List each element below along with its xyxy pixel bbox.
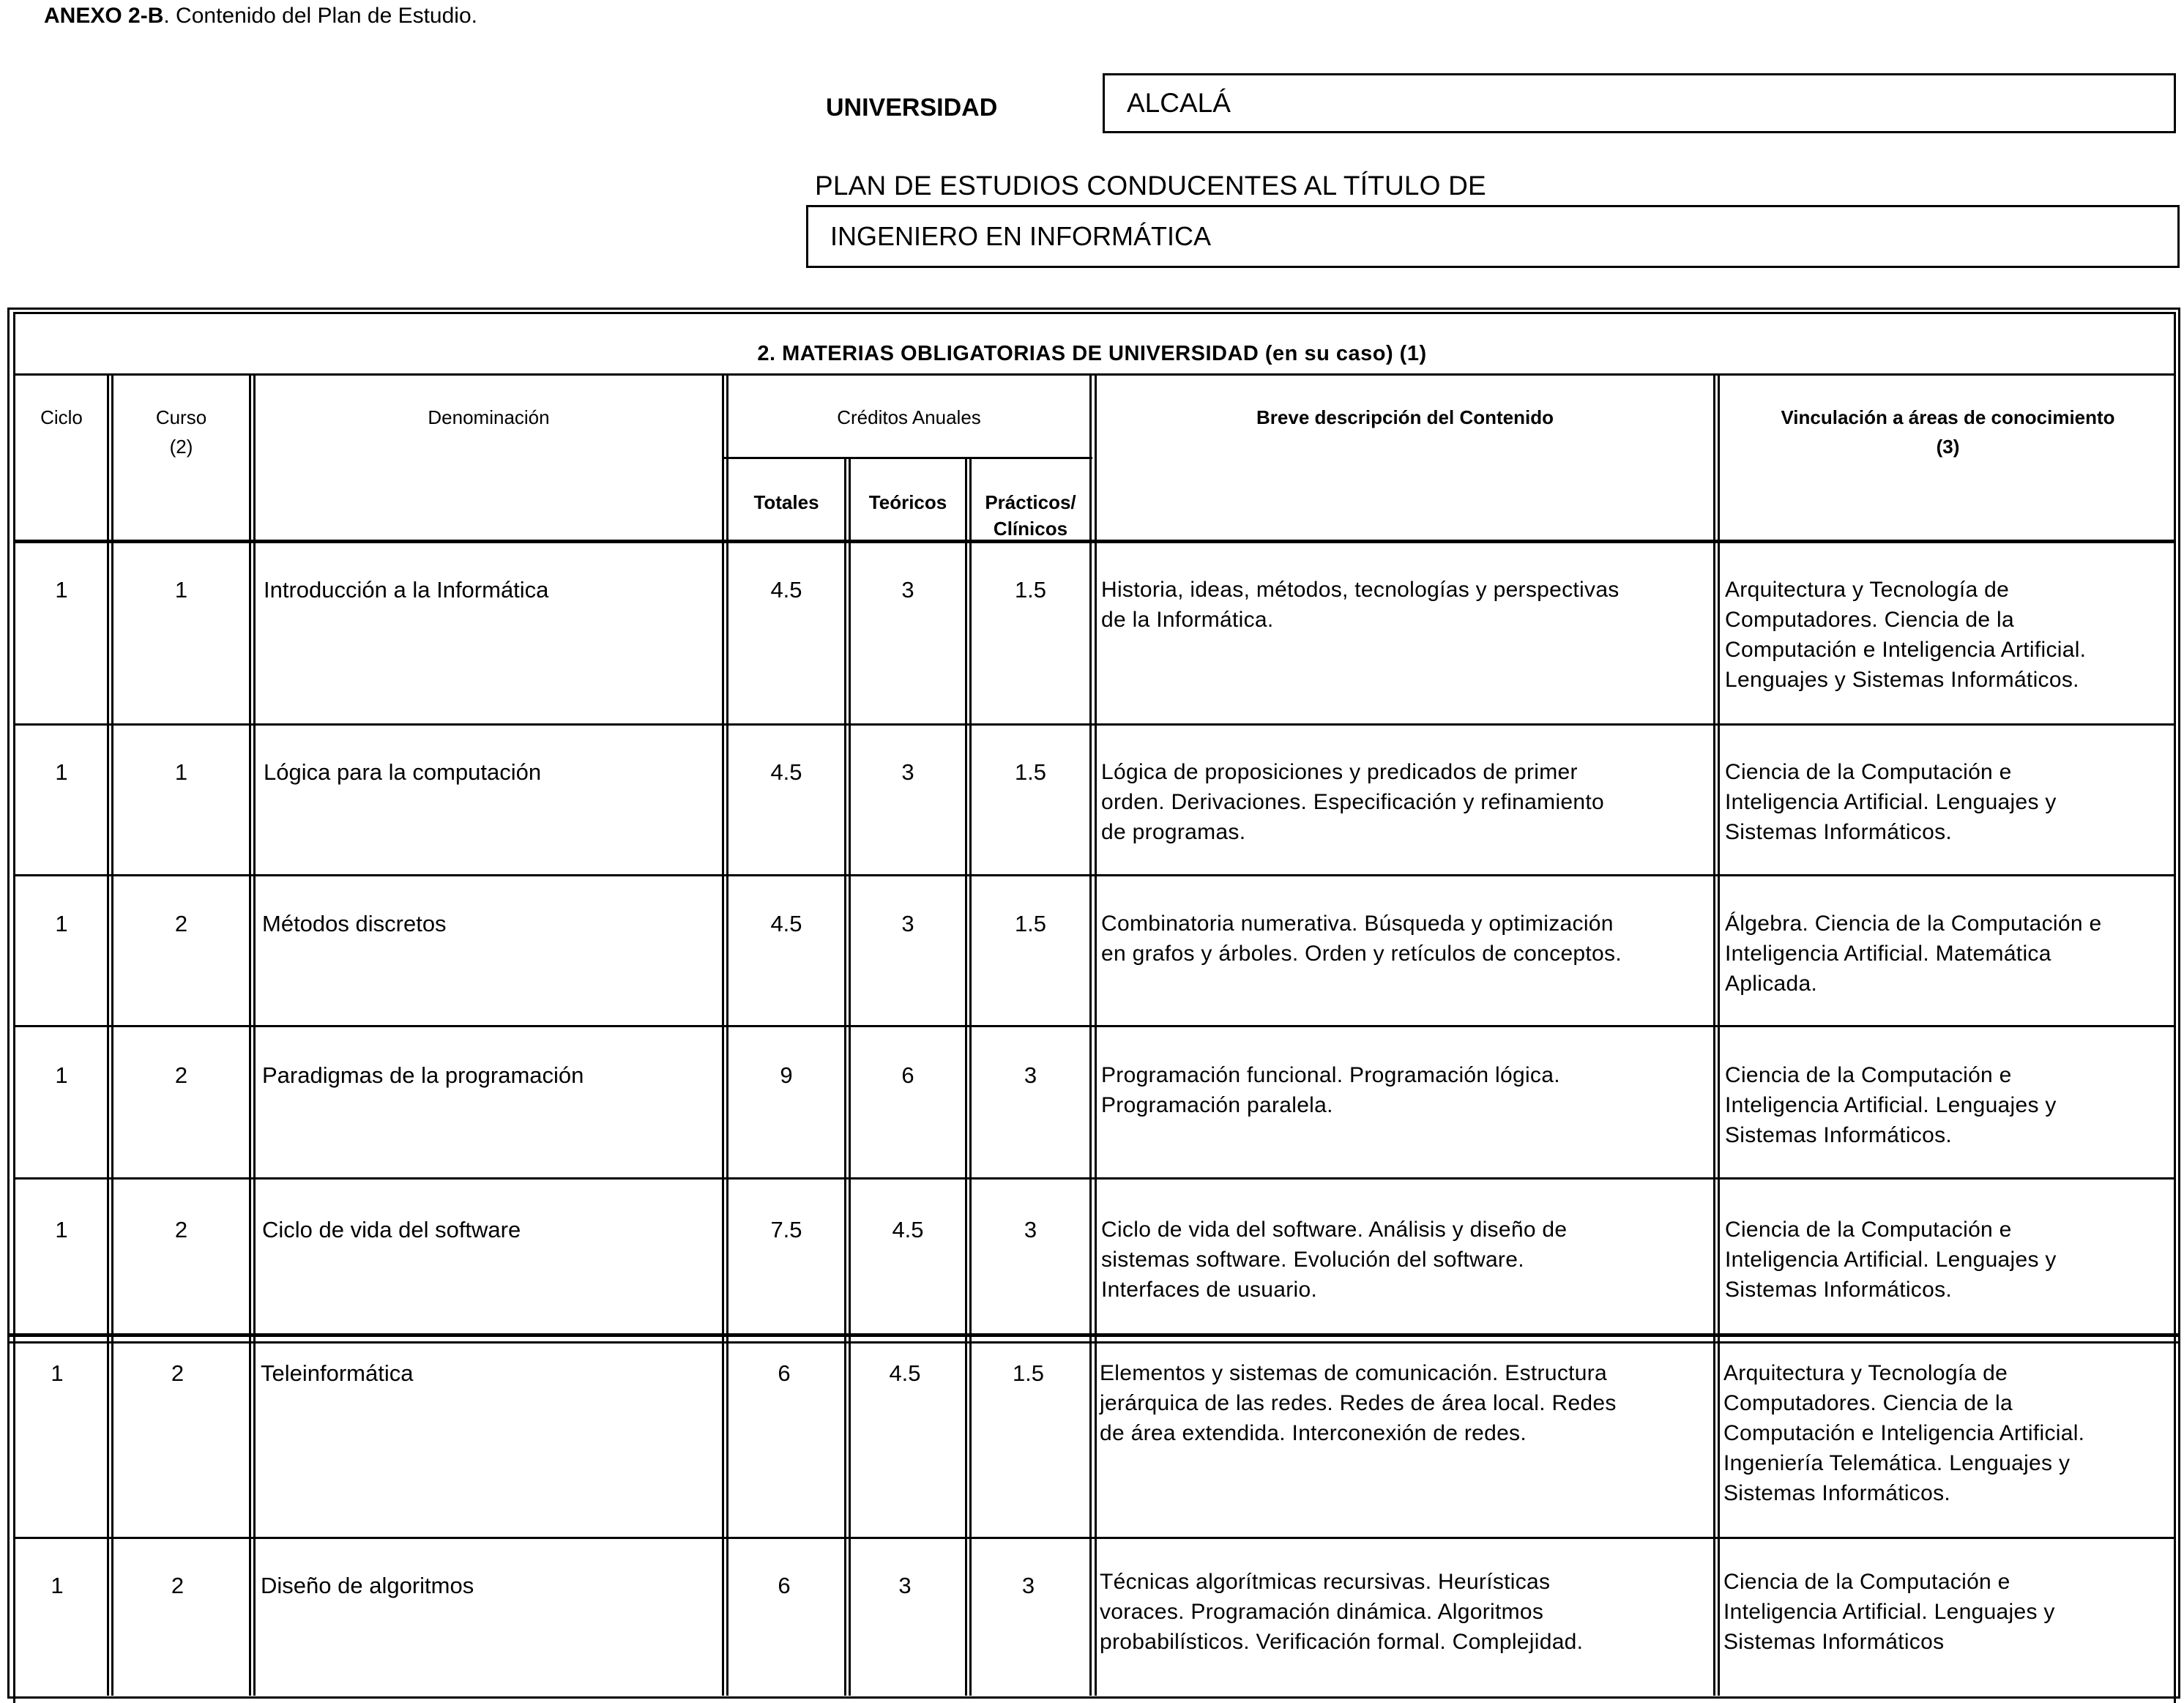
cell-teoricos: 3 xyxy=(901,577,914,603)
cell-descripcion xyxy=(1100,1358,1710,1448)
cell-practicos: 1.5 xyxy=(1014,911,1047,936)
cell-ciclo: 1 xyxy=(55,759,68,785)
column-divider xyxy=(253,373,256,1696)
text-line: Arquitectura y Tecnología de xyxy=(1725,578,2010,602)
cell-vinculacion xyxy=(1725,575,2176,695)
text-line: Computadores. Ciencia de la xyxy=(1725,608,2014,632)
column-divider xyxy=(726,373,728,1696)
cell-curso: 2 xyxy=(171,1360,185,1386)
credits-subheader-line xyxy=(723,457,1092,459)
text-line: Lenguajes y Sistemas Informáticos. xyxy=(1725,668,2079,692)
text-line: Inteligencia Artificial. Lenguajes y xyxy=(1725,1093,2057,1117)
column-divider xyxy=(107,373,109,1696)
cell-totales: 7.5 xyxy=(770,1217,802,1242)
cell-vinculacion xyxy=(1723,1358,2176,1508)
header-denominacion: Denominación xyxy=(428,406,550,428)
annex-heading xyxy=(44,1,477,31)
header-vinculacion: Vinculación a áreas de conocimiento xyxy=(1781,406,2115,428)
text-line: Álgebra. Ciencia de la Computación e xyxy=(1725,912,2102,936)
text-line: de programas. xyxy=(1101,820,1246,844)
cell-curso: 1 xyxy=(174,577,188,603)
text-line: Ciencia de la Computación e xyxy=(1725,760,2012,784)
annex-label: ANEXO 2-B xyxy=(44,4,164,28)
cell-practicos: 1.5 xyxy=(1014,759,1047,785)
text-line: Sistemas Informáticos xyxy=(1723,1630,1945,1654)
cell-curso: 2 xyxy=(174,1062,188,1088)
cell-totales: 6 xyxy=(778,1360,791,1386)
text-line: Inteligencia Artificial. Lenguajes y xyxy=(1725,1248,2057,1272)
cell-ciclo: 1 xyxy=(55,1217,68,1242)
cell-practicos: 3 xyxy=(1024,1062,1037,1088)
cell-descripcion xyxy=(1101,575,1712,635)
text-line: Programación paralela. xyxy=(1101,1093,1333,1117)
page-break-line xyxy=(7,1341,2180,1344)
cell-totales: 9 xyxy=(780,1062,793,1088)
section-title: 2. MATERIAS OBLIGATORIAS DE UNIVERSIDAD (en su caso) (1) xyxy=(757,342,1427,365)
text-line: Interfaces de usuario. xyxy=(1101,1278,1318,1302)
text-line: orden. Derivaciones. Especificación y refinamiento xyxy=(1101,790,1604,814)
column-divider xyxy=(111,373,113,1696)
text-line: Sistemas Informáticos. xyxy=(1725,1123,1953,1147)
cell-ciclo: 1 xyxy=(55,911,68,936)
header-creditos-anuales: Créditos Anuales xyxy=(837,406,981,428)
text-line: de área extendida. Interconexión de redes. xyxy=(1100,1421,1527,1445)
cell-vinculacion xyxy=(1725,757,2176,847)
header-curso: Curso xyxy=(155,406,207,428)
cell-ciclo: 1 xyxy=(51,1573,64,1598)
cell-practicos: 1.5 xyxy=(1014,577,1047,603)
text-line: Computación e Inteligencia Artificial. xyxy=(1723,1421,2085,1445)
plan-label: PLAN DE ESTUDIOS CONDUCENTES AL TÍTULO DE xyxy=(815,171,1486,201)
cell-totales: 6 xyxy=(778,1573,791,1598)
text-line: Lógica de proposiciones y predicados de primer xyxy=(1101,760,1578,784)
cell-ciclo: 1 xyxy=(55,1062,68,1088)
cell-practicos: 3 xyxy=(1021,1573,1035,1598)
text-line: Inteligencia Artificial. Matemática xyxy=(1725,942,2051,966)
cell-denominacion: Lógica para la computación xyxy=(264,759,542,785)
text-line: Sistemas Informáticos. xyxy=(1725,1278,1953,1302)
cell-vinculacion xyxy=(1725,1060,2176,1150)
text-line: Elementos y sistemas de comunicación. Estructura xyxy=(1100,1361,1608,1385)
column-divider xyxy=(722,373,724,1696)
header-practicos: Prácticos/ xyxy=(985,491,1076,513)
text-line: Inteligencia Artificial. Lenguajes y xyxy=(1725,790,2057,814)
cell-teoricos: 4.5 xyxy=(892,1217,924,1242)
text-line: Sistemas Informáticos. xyxy=(1725,820,1953,844)
text-line: Computadores. Ciencia de la xyxy=(1723,1391,2013,1415)
university-label: UNIVERSIDAD xyxy=(826,94,998,122)
cell-denominacion: Ciclo de vida del software xyxy=(262,1217,521,1242)
column-divider xyxy=(1718,373,1720,1696)
text-line: Ciclo de vida del software. Análisis y diseño de xyxy=(1101,1218,1568,1242)
cell-descripcion xyxy=(1101,1215,1712,1305)
text-line: Ciencia de la Computación e xyxy=(1725,1218,2012,1242)
annex-text: . Contenido del Plan de Estudio. xyxy=(163,4,477,28)
cell-practicos: 1.5 xyxy=(1012,1360,1045,1386)
cell-denominacion: Introducción a la Informática xyxy=(264,577,549,603)
header-curso-note: (2) xyxy=(169,436,193,458)
text-line: Historia, ideas, métodos, tecnologías y perspectivas xyxy=(1101,578,1620,602)
column-divider xyxy=(1095,373,1097,1696)
column-divider xyxy=(965,457,967,1696)
cell-ciclo: 1 xyxy=(51,1360,64,1386)
text-line: Aplicada. xyxy=(1725,972,1818,996)
text-line: Técnicas algorítmicas recursivas. Heurísticas xyxy=(1100,1570,1551,1594)
header-teoricos: Teóricos xyxy=(868,491,947,513)
plan-title-field: INGENIERO EN INFORMÁTICA xyxy=(806,205,2180,268)
cell-vinculacion xyxy=(1725,909,2176,999)
header-ciclo: Ciclo xyxy=(40,406,83,428)
cell-vinculacion xyxy=(1723,1567,2176,1657)
cell-practicos: 3 xyxy=(1024,1217,1037,1242)
header-totales: Totales xyxy=(753,491,819,513)
cell-totales: 4.5 xyxy=(770,577,802,603)
text-line: Ciencia de la Computación e xyxy=(1725,1063,2012,1087)
cell-descripcion xyxy=(1101,909,1712,969)
header-descripcion: Breve descripción del Contenido xyxy=(1256,406,1554,428)
cell-descripcion xyxy=(1100,1567,1710,1657)
cell-vinculacion xyxy=(1725,1215,2176,1305)
university-field: ALCALÁ xyxy=(1103,73,2176,133)
text-line: Inteligencia Artificial. Lenguajes y xyxy=(1723,1600,2055,1624)
column-divider xyxy=(844,457,846,1696)
column-divider xyxy=(1089,373,1092,1696)
cell-denominacion: Métodos discretos xyxy=(262,911,447,936)
column-divider xyxy=(1713,373,1715,1696)
cell-teoricos: 6 xyxy=(901,1062,914,1088)
text-line: sistemas software. Evolución del software. xyxy=(1101,1248,1524,1272)
text-line: jerárquica de las redes. Redes de área local. Redes xyxy=(1100,1391,1617,1415)
cell-denominacion: Teleinformática xyxy=(261,1360,414,1386)
cell-totales: 4.5 xyxy=(770,911,802,936)
text-line: en grafos y árboles. Orden y retículos de conceptos. xyxy=(1101,942,1622,966)
cell-curso: 2 xyxy=(174,911,188,936)
text-line: Programación funcional. Programación lógica. xyxy=(1101,1063,1560,1087)
cell-ciclo: 1 xyxy=(55,577,68,603)
text-line: probabilísticos. Verificación formal. Complejidad. xyxy=(1100,1630,1584,1654)
header-vinculacion-note: (3) xyxy=(1936,436,1960,458)
cell-teoricos: 3 xyxy=(901,759,914,785)
text-line: Computación e Inteligencia Artificial. xyxy=(1725,638,2087,662)
cell-curso: 2 xyxy=(171,1573,185,1598)
text-line: Ingeniería Telemática. Lenguajes y xyxy=(1723,1451,2071,1475)
header-clinicos: Clínicos xyxy=(993,518,1068,540)
cell-teoricos: 3 xyxy=(901,911,914,936)
page-break-line xyxy=(7,1333,2180,1337)
text-line: Ciencia de la Computación e xyxy=(1723,1570,2010,1594)
text-line: de la Informática. xyxy=(1101,608,1274,632)
cell-totales: 4.5 xyxy=(770,759,802,785)
cell-teoricos: 4.5 xyxy=(889,1360,921,1386)
text-line: Sistemas Informáticos. xyxy=(1723,1481,1951,1505)
cell-curso: 1 xyxy=(174,759,188,785)
cell-denominacion: Diseño de algoritmos xyxy=(261,1573,474,1598)
cell-descripcion xyxy=(1101,757,1712,847)
cell-curso: 2 xyxy=(174,1217,188,1242)
cell-descripcion xyxy=(1101,1060,1712,1120)
text-line: Combinatoria numerativa. Búsqueda y optimización xyxy=(1101,912,1614,936)
column-divider xyxy=(249,373,251,1696)
text-line: Arquitectura y Tecnología de xyxy=(1723,1361,2008,1385)
cell-denominacion: Paradigmas de la programación xyxy=(262,1062,584,1088)
text-line: voraces. Programación dinámica. Algoritmos xyxy=(1100,1600,1544,1624)
cell-teoricos: 3 xyxy=(898,1573,912,1598)
